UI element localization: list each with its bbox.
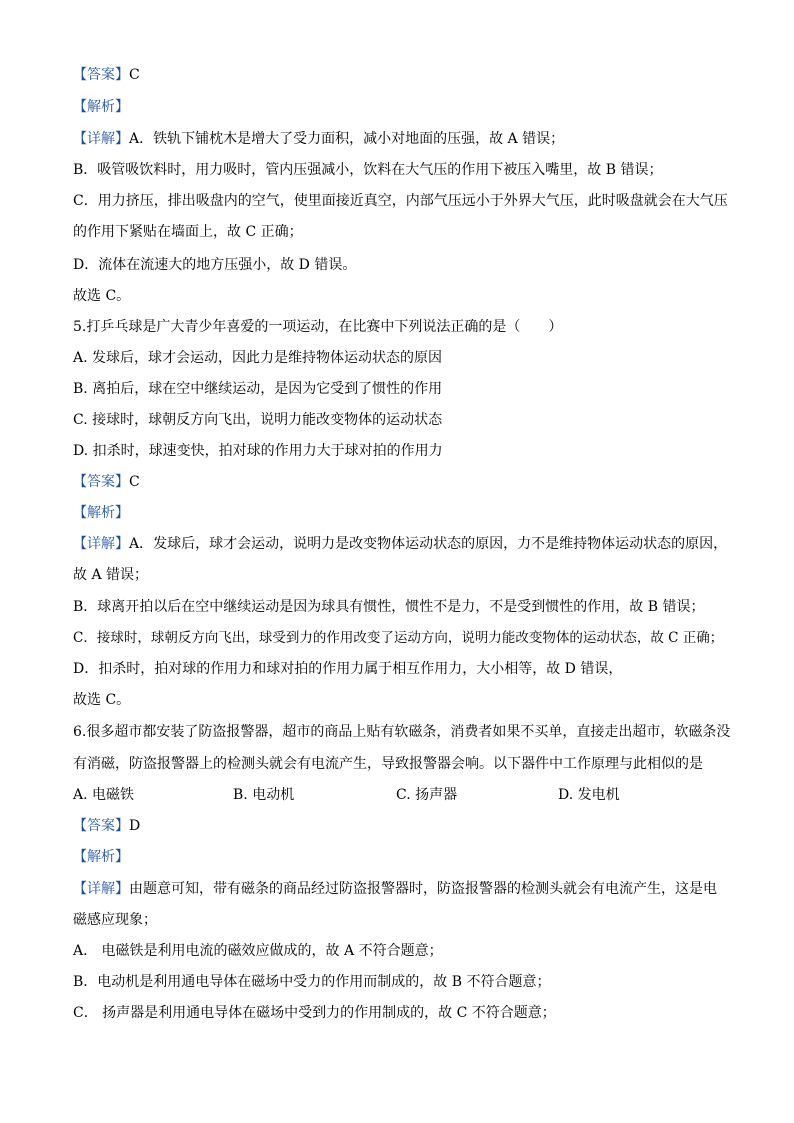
detail-text-line: 的作用下紧贴在墙面上，故 C 正确； xyxy=(73,224,303,240)
detail-text-line: A． 电磁铁是利用电流的磁效应做成的，故 A 不符合题意； xyxy=(73,943,443,959)
detail-text-line: D．流体在流速大的地方压强小，故 D 错误。 xyxy=(73,257,357,273)
detail-tag: 【详解】 xyxy=(73,881,129,897)
detail-text: 由题意可知，带有磁条的商品经过防盗报警器时，防盗报警器的检测头就会有电流产生，这是电 xyxy=(129,881,717,897)
question-stem: 5.打乒乓球是广大青少年喜爱的一项运动，在比赛中下列说法正确的是（ ） xyxy=(73,319,563,335)
analysis-tag: 【解析】 xyxy=(73,849,129,865)
detail-line xyxy=(73,129,733,149)
answer-line xyxy=(73,65,733,85)
answer-tag: 【答案】 xyxy=(73,67,129,83)
option-a: A. 发球后，球才会运动，因此力是维持物体运动状态的原因 xyxy=(73,350,443,366)
option-d: D. 扣杀时，球速变快，拍对球的作用力大于球对拍的作用力 xyxy=(73,443,443,459)
detail-text-line: B．电动机是利用通电导体在磁场中受力的作用而制成的，故 B 不符合题意； xyxy=(73,974,551,990)
detail-text: A．发球后，球才会运动，说明力是改变物体运动状态的原因，力不是维持物体运动状态的原因， xyxy=(129,536,728,552)
analysis-line xyxy=(73,97,733,117)
option-b: B. 离拍后，球在空中继续运动，是因为它受到了惯性的作用 xyxy=(73,381,443,397)
detail-text-line: D．扣杀时，拍对球的作用力和球对拍的作用力属于相互作用力，大小相等，故 D 错误， xyxy=(73,661,623,677)
option-c: C. 扬声器 xyxy=(396,787,458,803)
option-b: B. 电动机 xyxy=(233,787,295,803)
detail-text-line: C．用力挤压，排出吸盘内的空气，使里面接近真空，内部气压远小于外界大气压，此时吸盘就会在大气压 xyxy=(73,193,728,209)
detail-text: A．铁轨下铺枕木是增大了受力面积，减小对地面的压强，故 A 错误； xyxy=(129,131,565,147)
detail-line xyxy=(73,534,733,554)
detail-text-line: B．球离开拍以后在空中继续运动是因为球具有惯性，惯性不是力，不是受到惯性的作用，故 B 错误； xyxy=(73,599,705,615)
detail-tag: 【详解】 xyxy=(73,131,129,147)
analysis-line xyxy=(73,503,733,523)
detail-text-line: C．接球时，球朝反方向飞出，球受到力的作用改变了运动方向，说明力能改变物体的运动状态，故 C 正确； xyxy=(73,630,724,646)
detail-tag: 【详解】 xyxy=(73,536,129,552)
analysis-tag: 【解析】 xyxy=(73,505,129,521)
detail-text-line: C． 扬声器是利用通电导体在磁场中受到力的作用制成的，故 C 不符合题意； xyxy=(73,1005,556,1021)
question-stem: 有消磁，防盗报警器上的检测头就会有电流产生，导致报警器会响。以下器件中工作原理与此相似的是 xyxy=(73,756,703,772)
detail-text-line: 磁感应现象； xyxy=(73,912,157,928)
option-c: C. 接球时，球朝反方向飞出，说明力能改变物体的运动状态 xyxy=(73,412,443,428)
analysis-line xyxy=(73,847,733,867)
detail-line xyxy=(73,879,733,899)
detail-text-line: B．吸管吸饮料时，用力吸时，管内压强减小，饮料在大气压的作用下被压入嘴里，故 B 错误； xyxy=(73,162,663,178)
conclusion-line: 故选 C。 xyxy=(73,288,131,304)
option-d: D. 发电机 xyxy=(558,787,620,803)
answer-line xyxy=(73,472,733,492)
conclusion-line: 故选 C。 xyxy=(73,692,131,708)
question-stem: 6.很多超市都安装了防盗报警器，超市的商品上贴有软磁条，消费者如果不买单，直接走出超市，软磁条没 xyxy=(73,724,731,740)
answer-value: D xyxy=(129,818,141,834)
answer-tag: 【答案】 xyxy=(73,474,129,490)
answer-line xyxy=(73,816,733,836)
detail-text-line: 故 A 错误； xyxy=(73,567,149,583)
answer-value: C xyxy=(129,67,140,83)
answer-value: C xyxy=(129,474,140,490)
analysis-tag: 【解析】 xyxy=(73,99,129,115)
answer-tag: 【答案】 xyxy=(73,818,129,834)
option-a: A. 电磁铁 xyxy=(73,787,135,803)
